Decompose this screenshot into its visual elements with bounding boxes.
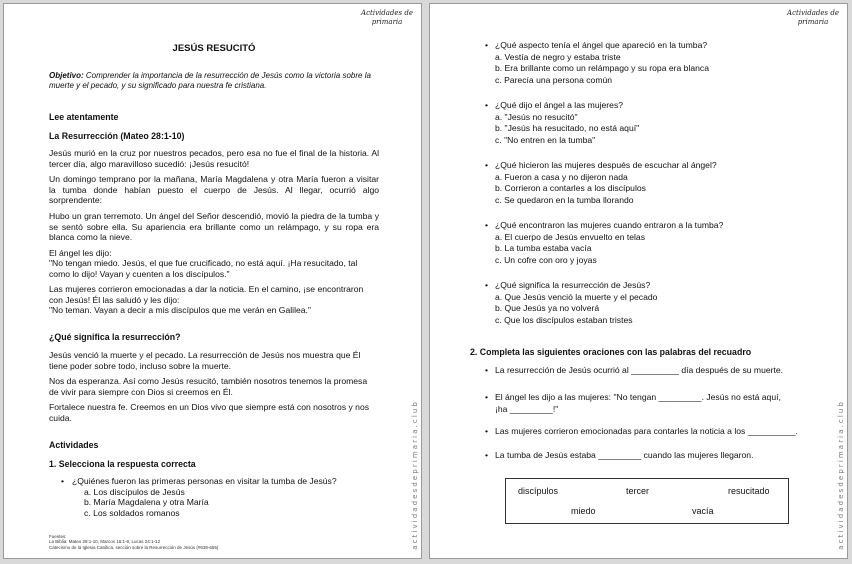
meaning-paragraph-3: Fortalece nuestra fe. Creemos en un Dios vivo que siempre está con nosotros y nos cuida. xyxy=(49,402,370,423)
word-bank-item: miedo xyxy=(571,506,596,516)
sentence-text[interactable]: El ángel les dijo a las mujeres: "No tengan _________. Jesús no está aquí, ¡ha _________!" xyxy=(495,392,781,414)
section-2-heading: 2. Completa las siguientes oraciones con las palabras del recuadro xyxy=(470,347,752,357)
meaning-paragraph-1: Jesús venció la muerte y el pecado. La resurrección de Jesús nos muestra que Él tiene poder sobre todo, incluso sobre la muerte. xyxy=(49,350,361,371)
option-c[interactable]: c. Un cofre con oro y joyas xyxy=(495,254,597,265)
bullet-icon: • xyxy=(485,220,489,230)
question-text: ¿Qué significa la resurrección de Jesús? xyxy=(495,280,651,290)
brand-logo xyxy=(787,9,839,27)
question-text: ¿Qué aspecto tenía el ángel que apareció en la tumba? xyxy=(495,40,708,50)
option-b[interactable]: b. "Jesús ha resucitado, no está aquí" xyxy=(495,123,640,134)
word-bank-item: tercer xyxy=(626,486,650,496)
question-item xyxy=(470,280,805,326)
story-paragraph-4: El ángel les dijo: xyxy=(49,248,112,258)
fill-sentence xyxy=(470,392,805,415)
word-bank-item: vacía xyxy=(692,506,714,516)
question-item xyxy=(470,160,805,206)
story-paragraph-3: Hubo un gran terremoto. Un ángel del Señor descendió, movió la piedra de la tumba y se sentó sobre ella. Su apariencia era brillante como un relámpago, y su ropa era blanca como la nieve. xyxy=(49,211,379,243)
word-bank-item: discípulos xyxy=(518,486,559,496)
bullet-icon: • xyxy=(485,426,489,436)
option-b[interactable]: b. María Magdalena y otra María xyxy=(84,497,209,508)
option-a[interactable]: a. Que Jesús venció la muerte y el pecado xyxy=(495,291,658,302)
sentence-text[interactable]: Las mujeres corrieron emocionadas para contarles la noticia a los __________. xyxy=(495,426,798,436)
option-a[interactable]: a. "Jesús no resucitó" xyxy=(495,111,578,122)
question-item xyxy=(470,40,805,86)
option-b[interactable]: b. Corrieron a contarles a los discípulos xyxy=(495,183,646,194)
footer-line: Catecismo de la Iglesia Católica, sección sobre la Resurrección de Jesús (#638-655) xyxy=(49,544,219,550)
story-heading: La Resurrección (Mateo 28:1-10) xyxy=(49,131,185,141)
question-item xyxy=(61,476,379,518)
meaning-paragraph-2: Nos da esperanza. Así como Jesús resucitó, también nosotros tenemos la promesa de vivir para siempre con Dios si creemos en Él. xyxy=(49,376,368,397)
bullet-icon: • xyxy=(485,392,489,402)
sources-footer xyxy=(49,534,379,550)
option-c[interactable]: c. "No entren en la tumba" xyxy=(495,134,596,145)
bullet-icon: • xyxy=(485,280,489,290)
story-paragraph-7: "No teman. Vayan a decir a mis discípulos que me verán en Galilea." xyxy=(49,305,311,315)
fill-sentence xyxy=(470,450,805,462)
option-a[interactable]: a. Vestía de negro y estaba triste xyxy=(495,51,621,62)
activities-heading: Actividades xyxy=(49,440,99,450)
watermark: actividadesdeprimaria.club xyxy=(411,400,419,550)
question-item xyxy=(470,100,805,146)
word-bank-item: resucitado xyxy=(728,486,770,496)
brand-line-2: primaria xyxy=(797,18,829,26)
option-b[interactable]: b. La tumba estaba vacía xyxy=(495,243,592,254)
option-c[interactable]: c. Se quedaron en la tumba llorando xyxy=(495,194,634,205)
bullet-icon: • xyxy=(485,160,489,170)
story-paragraph-1: Jesús murió en la cruz por nuestros pecados, pero esa no fue el final de la historia. Al tercer día, algo maravilloso sucedió: ¡Jesús resucitó! xyxy=(49,148,379,169)
brand-line-1: Actividades de xyxy=(787,9,839,17)
objective-label: Objetivo: xyxy=(49,71,84,80)
story-paragraph-5: "No tengan miedo. Jesús, el que fue crucificado, no está aquí. ¡Ha resucitado, tal como lo dijo! Vayan y cuenten a los discípulos." xyxy=(49,258,358,279)
fill-sentence xyxy=(470,365,805,377)
option-c[interactable]: c. Los soldados romanos xyxy=(84,507,180,518)
option-a[interactable]: a. El cuerpo de Jesús envuelto en telas xyxy=(495,231,646,242)
footer-line: Fuentes: xyxy=(49,534,67,539)
option-c[interactable]: c. Parecía una persona común xyxy=(495,74,613,85)
question-text: ¿Qué dijo el ángel a las mujeres? xyxy=(495,100,624,110)
question-text: ¿Qué encontraron las mujeres cuando entraron a la tumba? xyxy=(495,220,724,230)
question-item xyxy=(470,220,805,266)
option-a[interactable]: a. Los discípulos de Jesús xyxy=(84,486,185,497)
read-heading: Lee atentamente xyxy=(49,112,119,122)
brand-line-2: primaria xyxy=(371,18,403,26)
option-b[interactable]: b. Que Jesús ya no volverá xyxy=(495,303,600,314)
option-c[interactable]: c. Que los discípulos estaban tristes xyxy=(495,314,633,325)
question-text: ¿Quiénes fueron las primeras personas en visitar la tumba de Jesús? xyxy=(72,476,337,486)
brand-logo xyxy=(361,9,413,27)
bullet-icon: • xyxy=(485,40,489,50)
bullet-icon: • xyxy=(485,450,489,460)
bullet-icon: • xyxy=(61,476,65,486)
worksheet-page-1 xyxy=(3,3,422,559)
story-paragraph-6: Las mujeres corrieron emocionadas a dar la noticia. En el camino, ¡se encontraron con Jesús! Él las saludó y les dijo: xyxy=(49,284,364,305)
story-paragraph-2: Un domingo temprano por la mañana, María Magdalena y otra María fueron a visitar la tumba donde habían puesto el cuerpo de Jesús. Al llegar, ocurrió algo sorprendente: xyxy=(49,174,379,206)
watermark: actividadesdeprimaria.club xyxy=(837,400,845,550)
option-b[interactable]: b. Era brillante como un relámpago y su ropa era blanca xyxy=(495,63,710,74)
word-bank-box xyxy=(505,478,789,524)
bullet-icon: • xyxy=(485,100,489,110)
sentence-text[interactable]: La resurrección de Jesús ocurrió al __________ día después de su muerte. xyxy=(495,365,784,375)
fill-sentence xyxy=(470,426,805,438)
bullet-icon: • xyxy=(485,365,489,375)
worksheet-page-2 xyxy=(429,3,848,559)
footer-line: La Biblia: Mateo 28:1-10, Marcos 16:1-8, Lucas 24:1-12 xyxy=(49,539,161,545)
objective-text: Comprender la importancia de la resurrección de Jesús como la victoria sobre la muerte y el pecado, y su significado para nuestra fe cristiana. xyxy=(49,71,371,90)
brand-line-1: Actividades de xyxy=(361,9,413,17)
option-a[interactable]: a. Fueron a casa y no dijeron nada xyxy=(495,171,628,182)
sentence-text[interactable]: La tumba de Jesús estaba _________ cuando las mujeres llegaron. xyxy=(495,450,754,460)
objective xyxy=(49,71,379,91)
page-title: JESÚS RESUCITÓ xyxy=(172,43,256,54)
question-text: ¿Qué hicieron las mujeres después de escuchar al ángel? xyxy=(495,160,717,170)
section-1-heading: 1. Selecciona la respuesta correcta xyxy=(49,459,196,469)
meaning-heading: ¿Qué significa la resurrección? xyxy=(49,332,181,342)
